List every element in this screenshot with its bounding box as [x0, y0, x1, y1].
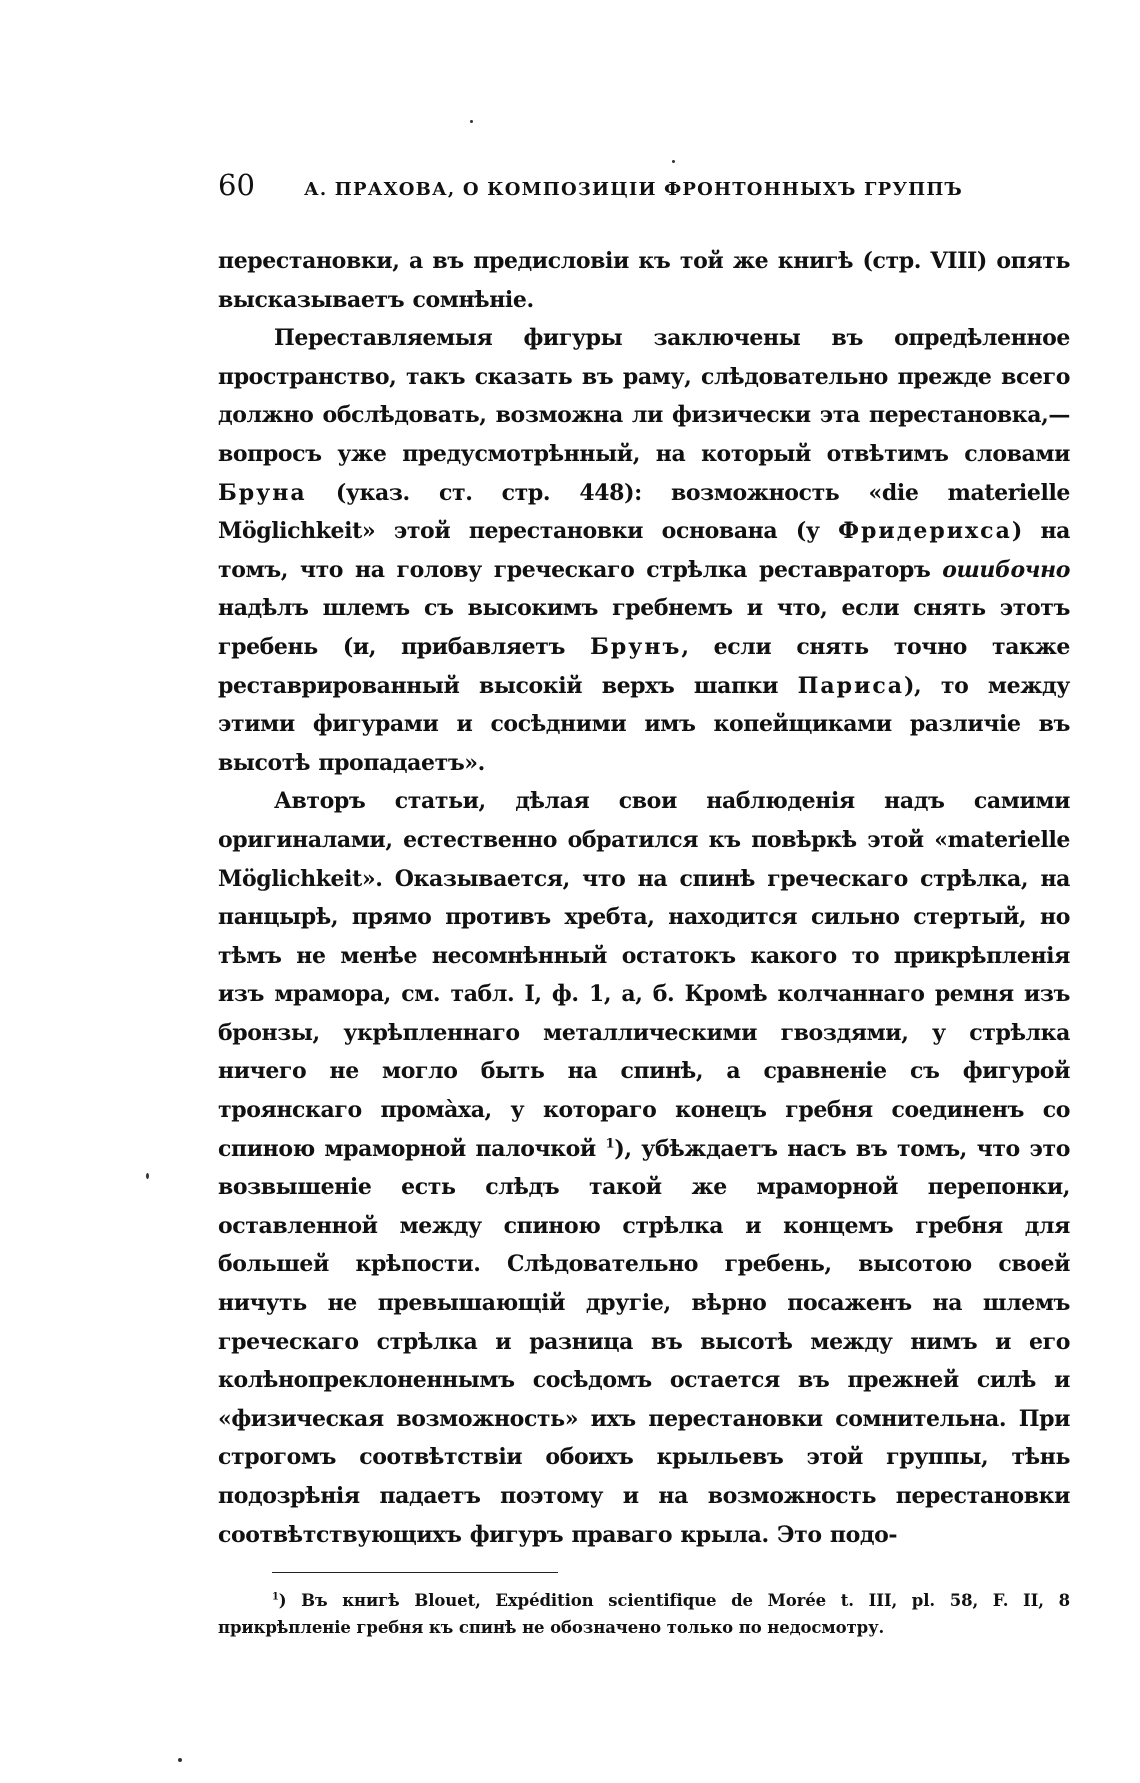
- running-head: [218, 168, 1070, 208]
- scan-speck: [470, 120, 473, 123]
- scan-speck: [672, 160, 675, 163]
- spaced-name-friderichs: Фридерихса: [838, 518, 1012, 545]
- footnote-reference[interactable]: 1: [605, 1136, 615, 1152]
- emphasis-word: ошибочно: [942, 556, 1070, 583]
- page-content: [218, 168, 1070, 1641]
- paragraph-1: [218, 242, 1070, 319]
- scan-speck: [146, 1173, 149, 1179]
- footnote-text: ) Въ книгѣ Blouet, Expédition scientifique de Morée t. III, pl. 58, F. II, 8 прикрѣпленіе гребня къ спинѣ не обозначено только по недосмотру.: [218, 1591, 1070, 1638]
- footnote: [218, 1587, 1070, 1641]
- spaced-name-parisa: Париса: [797, 672, 905, 699]
- paragraph-1-text: перестановки, а въ предисловіи къ той же книгѣ (стр. VIII) опять высказываетъ сомнѣніе.: [218, 248, 1070, 313]
- running-title: А. ПРАХОВА, О КОМПОЗИЦІИ ФРОНТОННЫХЪ ГРУППЪ: [304, 179, 963, 200]
- paragraph-2-text-b: (указ. ст. стр. 448): возможность «die materielle Möglichkeit» этой перестановки основана (у: [218, 479, 1070, 545]
- paragraph-2-text-a: Переставляемыя фигуры заключены въ опредѣленное пространство, такъ сказать въ раму, слѣдовательно прежде всего должно обслѣдовать, возможна ли физически эта перестановка,— вопросъ уже предусмотрѣнный, на который отвѣтимъ словами: [218, 325, 1070, 467]
- paragraph-3-text-a: Авторъ статьи, дѣлая свои наблюденія надъ самими оригиналами, естественно обратился къ повѣркѣ этой «materielle Möglichkeit». Оказывается, что на спинѣ греческаго стрѣлка, на панцырѣ, прямо противъ хребта, находится сильно стертый, но тѣмъ не менѣе несомнѣнный остатокъ какого то прикрѣпленія изъ мрамора, см. табл. I, ф. 1, а, б. Кромѣ колчаннаго ремня изъ бронзы, укрѣпленнаго металлическими гвоздями, у стрѣлка ничего не могло быть на спинѣ, а сравненіе съ фигурой троянскаго промàха, у котораго конецъ гребня соединенъ со спиною мраморной палочкой: [218, 788, 1070, 1162]
- footnote-marker: 1: [272, 1591, 279, 1603]
- spaced-name-bruna: Бруна: [218, 479, 307, 506]
- paragraph-2: [218, 319, 1070, 782]
- body-text: [218, 242, 1070, 1554]
- spaced-name-brun: Брунъ: [590, 633, 682, 660]
- page-number: 60: [218, 168, 255, 202]
- paragraph-3: [218, 782, 1070, 1554]
- paragraph-2-text-d: надѣлъ шлемъ съ высокимъ гребнемъ и что, если снять этотъ гребень (и, прибавляетъ: [218, 595, 1070, 660]
- footnote-divider: [272, 1572, 558, 1573]
- paragraph-2-text-e: , если снять точно также реставрированный высокій верхъ шапки: [218, 633, 1070, 699]
- paragraph-3-text-b: ), убѣждаетъ насъ въ томъ, что это возвышеніе есть слѣдъ такой же мраморной перепонки, оставленной между спиною стрѣлка и концемъ гребня для большей крѣпости. Слѣдовательно гребень, высотою своей ничуть не превышающій другіе, вѣрно посаженъ на шлемъ греческаго стрѣлка и разница въ высотѣ между нимъ и его колѣнопреклоненнымъ сосѣдомъ остается въ прежней силѣ и «физическая возможность» ихъ перестановки сомнительна. При строгомъ соотвѣтствіи обоихъ крыльевъ этой группы, тѣнь подозрѣнія падаетъ поэтому и на возможность перестановки соотвѣтствующихъ фигуръ праваго крыла. Это подо-: [218, 1135, 1071, 1548]
- scan-speck: [178, 1758, 182, 1762]
- paragraph-2-text-c: ) на томъ, что на голову греческаго стрѣлка реставраторъ: [218, 518, 1070, 583]
- paragraph-2-text-f: ), то между этими фигурами и сосѣдними имъ копейщиками различіе въ высотѣ пропадаетъ».: [218, 672, 1070, 776]
